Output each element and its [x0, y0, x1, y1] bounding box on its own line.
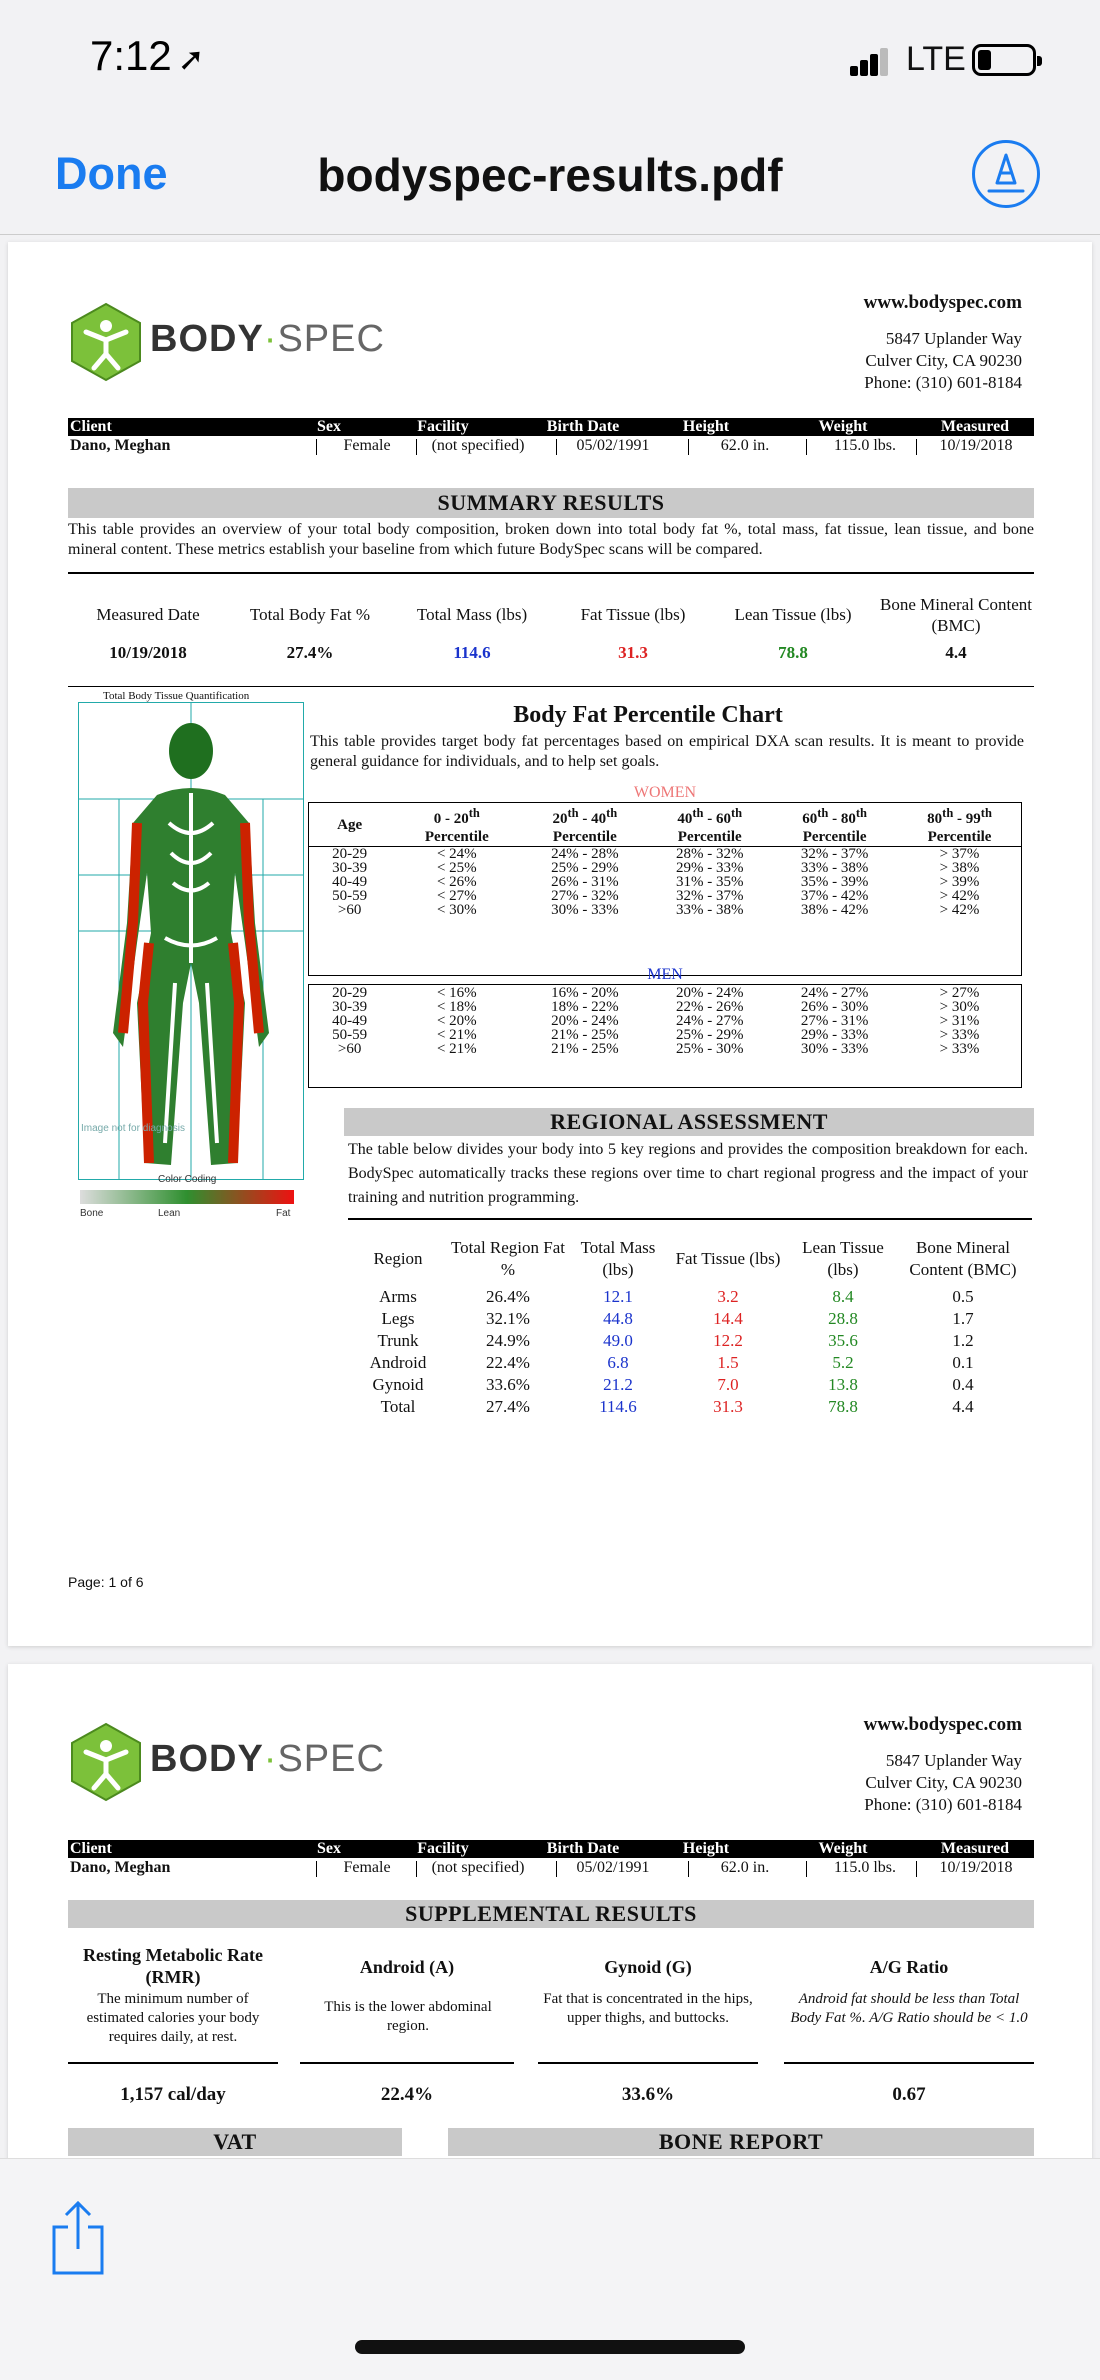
table-cell: 21.2	[603, 1375, 633, 1394]
table-cell: 18% - 22%	[551, 999, 619, 1015]
table-cell: 35% - 39%	[800, 874, 869, 890]
table-cell: < 18%	[436, 999, 477, 1015]
table-row	[348, 1308, 1028, 1330]
table-cell: Arms	[379, 1287, 417, 1306]
table-row	[308, 986, 1022, 1000]
table-cell: > 33%	[939, 1041, 980, 1057]
color-coding-bar	[80, 1190, 294, 1204]
percentile-chart-title: Body Fat Percentile Chart	[513, 702, 783, 728]
summary-description: This table provides an overview of your total body composition, broken down into total body fat %, total mass, fat tissue, lean tissue, and bone mineral content. These metrics establish your baseline from which future BodySpec scans will be compared.	[68, 521, 1034, 558]
table-cell: 32% - 37%	[675, 888, 744, 904]
table-cell: > 38%	[939, 860, 980, 876]
table-row	[348, 1330, 1028, 1352]
table-cell: < 16%	[436, 985, 477, 1001]
table-cell: 1.2	[952, 1331, 974, 1350]
table-row	[308, 847, 1022, 862]
table-cell: > 42%	[939, 888, 980, 904]
home-indicator[interactable]	[355, 2340, 745, 2354]
table-cell: 0.5	[952, 1287, 974, 1306]
table-row	[348, 1286, 1028, 1308]
women-percentile-table: Age 0 - 20th 20th - 40th 40th - 60th 60th - 80th 80th - 99th Percentile Percentile Percentile Percentile Percentile 20-29 < 24% 24% - 28% 28% - 32% 32% - 37% > 37% 30-39 < 25% 25% - 29% 29% - 33% 33% - 38% > 38% 40-49 < 26% 26% - 31% 31% - 35% 35% - 39% > 39% 50-59 < 27% 27% - 32% 32% - 37% 37% - 42% > 42% >60 < 30% 30% - 33% 33% - 38% 38% - 42% > 42%	[308, 804, 1022, 917]
table-cell: 21% - 25%	[551, 1027, 619, 1043]
table-cell: > 30%	[939, 999, 980, 1015]
table-row	[308, 861, 1022, 875]
nav-bar	[0, 120, 1100, 235]
client-header-bar: Client Sex Facility Birth Date Height Weight Measured	[68, 1840, 1034, 1858]
table-cell: 30% - 33%	[800, 1041, 869, 1057]
scan-title: Total Body Tissue Quantification	[103, 690, 250, 702]
supplemental-results-heading: SUPPLEMENTAL RESULTS	[68, 1900, 1034, 1928]
table-cell: < 25%	[436, 860, 477, 876]
table-cell: Android	[369, 1353, 427, 1372]
table-row	[308, 1000, 1022, 1014]
table-cell: 33% - 38%	[675, 902, 744, 918]
table-cell: > 37%	[939, 846, 980, 862]
color-coding-label: Color Coding	[158, 1174, 217, 1185]
table-cell: > 39%	[939, 874, 980, 890]
table-cell: 25% - 29%	[675, 1027, 744, 1043]
client-values-row: Dano, Meghan Female (not specified) 05/02/1991 62.0 in. 115.0 lbs. 10/19/2018	[70, 1859, 1013, 1876]
table-cell: 37% - 42%	[800, 888, 869, 904]
table-cell: 30-39	[332, 860, 368, 876]
table-cell: 3.2	[717, 1287, 739, 1306]
website-link[interactable]: www.bodyspec.com	[863, 292, 1022, 313]
table-cell: 27% - 32%	[551, 888, 619, 904]
table-cell: > 33%	[939, 1027, 980, 1043]
summary-results-heading: SUMMARY RESULTS	[68, 488, 1034, 518]
table-cell: 0.1	[952, 1353, 974, 1372]
body-scan-image	[78, 702, 304, 1180]
client-header-bar: Client Sex Facility Birth Date Height Weight Measured	[68, 418, 1034, 436]
table-row	[348, 1396, 1028, 1418]
table-cell: < 26%	[436, 874, 477, 890]
divider	[68, 686, 1034, 687]
table-cell: >60	[337, 1041, 362, 1057]
website-link[interactable]: www.bodyspec.com	[863, 1714, 1022, 1735]
table-cell: 30% - 33%	[551, 902, 619, 918]
table-cell: < 27%	[436, 888, 477, 904]
table-cell: 4.4	[952, 1397, 974, 1416]
done-button[interactable]: Done	[55, 148, 168, 199]
table-cell: 44.8	[603, 1309, 633, 1328]
table-row	[308, 889, 1022, 903]
table-cell: 24% - 28%	[551, 846, 619, 862]
table-cell: 40-49	[332, 1013, 368, 1029]
network-label: LTE	[906, 40, 966, 78]
table-cell: 21% - 25%	[551, 1041, 619, 1057]
document-title: bodyspec-results.pdf	[317, 149, 783, 201]
company-address: www.bodyspec.com 5847 Uplander Way Culver City, CA 90230 Phone: (310) 601-8184	[863, 1714, 1022, 1814]
table-cell: 25% - 30%	[675, 1041, 744, 1057]
table-cell: Total	[380, 1397, 416, 1416]
table-cell: Gynoid	[372, 1375, 424, 1394]
table-cell: > 27%	[939, 985, 980, 1001]
table-cell: 22.4%	[486, 1353, 530, 1372]
table-cell: 14.4	[713, 1309, 743, 1328]
cellular-signal-icon	[850, 46, 890, 76]
table-cell: 28.8	[828, 1309, 858, 1328]
table-cell: >60	[337, 902, 362, 918]
table-cell: < 24%	[436, 846, 477, 862]
markup-pen-icon[interactable]	[972, 140, 1040, 208]
bodyspec-logo: BODY·SPEC	[70, 302, 360, 382]
table-cell: 20% - 24%	[675, 985, 744, 1001]
table-cell: 33% - 38%	[800, 860, 869, 876]
table-cell: 24.9%	[486, 1331, 530, 1350]
table-cell: < 21%	[436, 1027, 477, 1043]
table-cell: 8.4	[832, 1287, 854, 1306]
table-cell: 25% - 29%	[551, 860, 619, 876]
table-cell: 50-59	[332, 888, 368, 904]
table-cell: 29% - 33%	[800, 1027, 869, 1043]
women-label: WOMEN	[633, 784, 697, 801]
table-cell: 20-29	[332, 846, 368, 862]
bodyspec-hex-icon	[70, 1722, 142, 1802]
table-cell: 26.4%	[486, 1287, 530, 1306]
table-cell: 12.2	[713, 1331, 743, 1350]
table-cell: 20% - 24%	[551, 1013, 619, 1029]
table-cell: 32.1%	[486, 1309, 530, 1328]
table-cell: 16% - 20%	[551, 985, 619, 1001]
table-cell: 33.6%	[486, 1375, 530, 1394]
table-cell: 35.6	[828, 1331, 858, 1350]
table-row	[308, 903, 1022, 917]
table-cell: 1.7	[952, 1309, 974, 1328]
table-row	[348, 1352, 1028, 1374]
table-cell: < 21%	[436, 1041, 477, 1057]
table-cell: 7.0	[717, 1375, 739, 1394]
table-cell: < 20%	[436, 1013, 477, 1029]
pdf-page-2: BODY·SPEC www.bodyspec.com 5847 Uplander Way Culver City, CA 90230 Phone: (310) 601-8184 Client Sex Facility Birth Date Height Weight Measured Dano, Meghan Female (not specified) 05/02/1991 62.0 in. 115.0 lbs. 10/19/2018 SUPPLEMENTAL RESULTS Resting Metabolic Rate (RMR) The minimum number of estimated calories your body requires daily, at rest. 1,157 cal/day Android (A) This is the lower abdominal region. 22.4% Gynoid (G) Fat that is concentrated in the hips, upper thighs, and buttocks. 33.6% A/G Ratio Android fat should be less than Total Body Fat %. A/G Ratio should be < 1.0 0.67 VAT BONE REPORT	[8, 1664, 1092, 2164]
table-cell: > 31%	[939, 1013, 980, 1029]
bodyspec-hex-icon	[70, 302, 142, 382]
men-percentile-table	[308, 986, 1022, 1056]
location-arrow-icon: ➚	[177, 41, 205, 77]
table-cell: 13.8	[828, 1375, 858, 1394]
page-number: Page: 1 of 6	[68, 1574, 144, 1590]
table-cell: 5.2	[832, 1353, 854, 1372]
table-cell: 40-49	[332, 874, 368, 890]
table-cell: 78.8	[828, 1397, 858, 1416]
table-cell: Legs	[381, 1309, 415, 1328]
table-cell: 49.0	[603, 1331, 633, 1350]
men-label: MEN	[647, 966, 683, 983]
client-values-row: Dano, Meghan Female (not specified) 05/02/1991 62.0 in. 115.0 lbs. 10/19/2018	[70, 437, 1013, 454]
table-cell: 26% - 30%	[800, 999, 869, 1015]
table-cell: < 30%	[436, 902, 477, 918]
table-cell: 24% - 27%	[675, 1013, 744, 1029]
table-row	[308, 875, 1022, 889]
battery-icon	[972, 44, 1036, 76]
table-cell: 30-39	[332, 999, 368, 1015]
table-cell: Trunk	[377, 1331, 419, 1350]
regional-description: The table below divides your body into 5 key regions and provides the composition breakdown for each. BodySpec automatically tracks these regions over time to chart regional progress and the impact of your training and nutrition programming.	[348, 1141, 1028, 1206]
table-cell: 29% - 33%	[675, 860, 744, 876]
percentile-chart-description: This table provides target body fat percentages based on empirical DXA scan results. It is meant to provide general guidance for individuals, and to help set goals.	[310, 733, 1024, 770]
table-cell: 32% - 37%	[800, 846, 869, 862]
table-cell: 38% - 42%	[800, 902, 869, 918]
table-cell: 6.8	[607, 1353, 629, 1372]
share-icon[interactable]	[50, 2197, 106, 2277]
table-cell: 24% - 27%	[800, 985, 869, 1001]
pdf-page-1: BODY·SPEC www.bodyspec.com 5847 Uplander Way Culver City, CA 90230 Phone: (310) 601-8184 Client Sex Facility Birth Date Height Weight Measured Dano, Meghan Female (not specified) 05/02/1991 62.0 in. 115.0 lbs. 10/19/2018 SUMMARY RESULTS This table provides an overview of your total body composition, broken down into total body fat %, total mass, fat tissue, lean tissue, and bone mineral content. These metrics establish your baseline from which future BodySpec scans will be compared. Measured Date Total Body Fat % Total Mass (lbs) Fat Tissue (lbs) Lean Tissue (lbs) Bone Mineral Content (BMC) 10/19/2018 27.4% 114.6 31.3 78.8 4.4 Total Body Tissue Quantification Image not for diagnosis Color Coding Bone Lean Fat Body Fat Percentile Chart This table provides target body fat percentages based on empirical DXA scan results. It is meant to provide general guidance for individuals, and to help set goals. WOMEN Age 0 - 20th 20th - 40th 40th - 60th 60th - 80th 80th - 99th Percentile Percentile Percentile Percentile Percentile 20-29 < 24% 24% - 28% 28% - 32% 32% - 37% > 37% 30-39 < 25% 25% - 29% 29% - 33% 33% - 38% > 38% 40-49 < 26% 26% - 31% 31% - 35% 35% - 39% > 39% 50-59 < 27% 27% - 32% 32% - 37% 37% - 42% > 42% >60 < 30% 30% - 33% 33% - 38% 38% - 42% > 42% MEN 20-29 < 16% 16% - 20% 20% - 24% 24% - 27% > 27% 30-39 < 18% 18% - 22% 22% - 26% 26% - 30% > 30% 40-49 < 20% 20% - 24% 24% - 27% 27% - 31% > 31% 50-59 < 21% 21% - 25% 25% - 29% 29% - 33% > 33% >60 < 21% 21% - 25% 25% - 30% 30% - 33% > 33% REGIONAL ASSESSMENT The table below divides your body into 5 key regions and provides the composition breakdown for each. BodySpec automatically tracks these regions over time to chart regional progress and the impact of your training and nutrition programming. Region Total Region Fat % Total Mass (lbs) Fat Tissue (lbs) Lean Tissue (lbs) Bone Mineral Content (BMC) Arms 26.4% 12.1 3.2 8.4 0.5 Legs 32.1% 44.8 14.4 28.8 1.7 Trunk 24.9% 49.0 12.2 35.6 1.2 Android 22.4% 6.8 1.5 5.2 0.1 Gynoid 33.6% 21.2 7.0 13.8 0.4 Total 27.4% 114.6 31.3 78.8 4.4 Page: 1 of 6	[8, 242, 1092, 1646]
table-cell: 12.1	[603, 1287, 633, 1306]
bodyspec-logo: BODY·SPEC	[70, 1722, 360, 1802]
vat-heading: VAT	[68, 2128, 402, 2156]
bone-report-heading: BONE REPORT	[448, 2128, 1034, 2156]
table-cell: 31.3	[713, 1397, 743, 1416]
table-row	[348, 1374, 1028, 1396]
table-cell: 28% - 32%	[675, 846, 744, 862]
table-cell: 114.6	[599, 1397, 637, 1416]
table-cell: 20-29	[332, 985, 368, 1001]
table-cell: 22% - 26%	[675, 999, 744, 1015]
divider	[348, 1218, 1032, 1220]
table-row	[308, 1042, 1022, 1056]
regional-assessment-heading: REGIONAL ASSESSMENT	[344, 1108, 1034, 1136]
company-address: www.bodyspec.com 5847 Uplander Way Culver City, CA 90230 Phone: (310) 601-8184	[863, 292, 1022, 392]
status-time: 7:12 ➚	[90, 32, 205, 79]
table-cell: 1.5	[717, 1353, 739, 1372]
table-cell: 27.4%	[486, 1397, 530, 1416]
regional-table: Region Total Region Fat % Total Mass (lbs) Fat Tissue (lbs) Lean Tissue (lbs) Bone Mineral Content (BMC) Arms 26.4% 12.1 3.2 8.4 0.5 Legs 32.1% 44.8 14.4 28.8 1.7 Trunk 24.9% 49.0 12.2 35.6 1.2 Android 22.4% 6.8 1.5 5.2 0.1 Gynoid 33.6% 21.2 7.0 13.8 0.4 Total 27.4% 114.6 31.3 78.8 4.4	[348, 1232, 1028, 1418]
table-cell: 27% - 31%	[800, 1013, 869, 1029]
table-cell: 31% - 35%	[675, 874, 744, 890]
table-row	[308, 1014, 1022, 1028]
scan-watermark: Image not for diagnosis	[81, 1123, 185, 1134]
table-row	[308, 1028, 1022, 1042]
table-cell: > 42%	[939, 902, 980, 918]
table-cell: 26% - 31%	[551, 874, 619, 890]
divider	[68, 572, 1034, 574]
table-cell: 50-59	[332, 1027, 368, 1043]
status-bar	[0, 0, 1100, 120]
table-cell: 0.4	[952, 1375, 974, 1394]
